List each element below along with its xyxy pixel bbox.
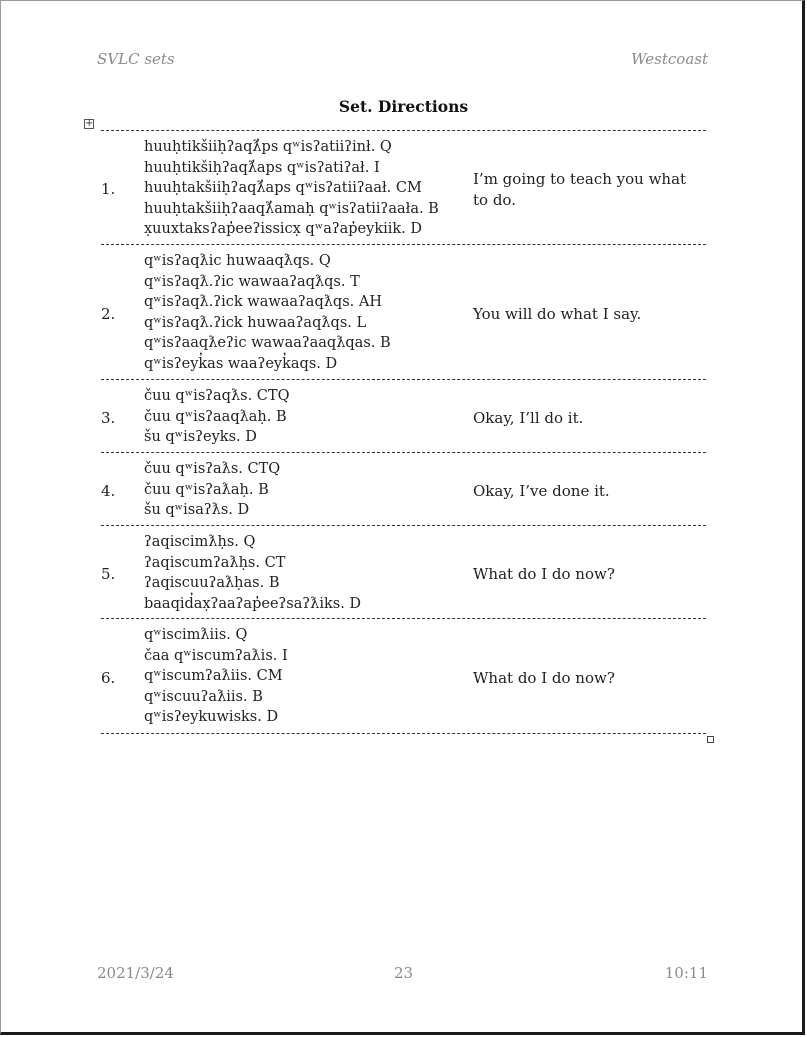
word-forms xyxy=(144,251,464,374)
table-move-handle-icon[interactable]: + xyxy=(85,118,94,129)
word-form: qʷisʔaqƛ.ʔic wawaaʔaqƛqs. T xyxy=(144,273,360,290)
word-form: čuu qʷisʔaƛs. CTQ xyxy=(144,461,281,477)
word-form: qʷisʔeykuwisks. D xyxy=(144,709,279,725)
footer-date: 2021/3/24 xyxy=(97,964,174,982)
footer-page-number: 23 xyxy=(393,964,414,982)
word-form: qʷisʔaqƛ.ʔick wawaaʔaqƛqs. AH xyxy=(144,294,382,310)
word-forms xyxy=(144,625,464,728)
word-form: šu qʷisaʔƛs. D xyxy=(144,502,250,518)
word-form: qʷiscumʔaƛiis. CM xyxy=(144,668,283,684)
row-number: 6. xyxy=(101,669,116,687)
table-row xyxy=(101,618,706,733)
row-number: 4. xyxy=(101,482,116,500)
table-row xyxy=(101,379,706,452)
english-translation: You will do what I say. xyxy=(473,305,642,323)
set-title: Set. Directions xyxy=(338,97,469,116)
table-row xyxy=(101,452,706,525)
row-number: 5. xyxy=(101,565,116,583)
word-form: qʷiscimƛiis. Q xyxy=(144,627,248,643)
word-form: huuḥtikšiḥʔaqƛ̓aps qʷisʔatiʔał. I xyxy=(144,159,380,176)
english-translation: I’m going to teach you what to do. xyxy=(473,170,687,209)
row-divider xyxy=(101,733,706,734)
table-row xyxy=(101,525,706,618)
word-form: ʔaqiscuuʔaƛḥas. B xyxy=(144,575,280,591)
word-form: qʷiscuuʔaƛiis. B xyxy=(144,688,263,705)
word-forms xyxy=(144,459,464,521)
word-form: ʔaqiscimƛḥs. Q xyxy=(144,534,256,550)
word-form: čuu qʷisʔaqƛs. CTQ xyxy=(144,388,290,404)
word-form: čuu qʷisʔaƛaḥ. B xyxy=(144,481,269,498)
row-number: 3. xyxy=(101,409,116,427)
table-row xyxy=(101,130,706,244)
word-form: huuḥtikšiiḥʔaqƛ̓ps qʷisʔatiiʔinł. Q xyxy=(144,139,392,155)
english-translation: Okay, I’ll do it. xyxy=(473,409,584,427)
footer-time: 10:11 xyxy=(664,964,708,982)
word-form: huuḥtakšiiḥʔaaqƛ̓amaḥ qʷisʔatiiʔaała. B xyxy=(144,200,439,217)
word-form: qʷisʔaqƛ.ʔick huwaaʔaqƛqs. L xyxy=(144,314,367,331)
table-row xyxy=(101,244,706,379)
word-forms xyxy=(144,532,464,614)
word-form: qʷisʔaqƛic huwaaqƛqs. Q xyxy=(144,253,331,269)
header-right: Westcoast xyxy=(631,50,708,68)
word-form: šu qʷisʔeyks. D xyxy=(144,429,257,445)
word-form: ʔaqiscumʔaƛḥs. CT xyxy=(144,554,286,571)
row-number: 2. xyxy=(101,305,116,323)
word-form: x̣uuxtaksʔap̓eeʔissicx̣ qʷaʔap̓eykiik. D xyxy=(144,221,423,237)
word-form: qʷisʔaaqƛeʔic wawaaʔaaqƛqas. B xyxy=(144,335,391,351)
english-translation: What do I do now? xyxy=(473,669,615,687)
english-translation: What do I do now? xyxy=(473,565,615,583)
english-translation: Okay, I’ve done it. xyxy=(473,482,610,500)
word-forms xyxy=(144,137,464,240)
word-form: čaa qʷiscumʔaƛis. I xyxy=(144,647,288,664)
word-form: čuu qʷisʔaaqƛaḥ. B xyxy=(144,408,287,425)
word-form: qʷisʔeyk̓as waaʔeyk̓aqs. D xyxy=(144,355,338,372)
header-left: SVLC sets xyxy=(97,50,175,68)
row-number: 1. xyxy=(101,180,116,198)
table-resize-handle[interactable] xyxy=(707,736,714,743)
word-form: baaqid̓ax̣ʔaaʔap̓eeʔsaʔƛiks. D xyxy=(144,595,362,612)
word-forms xyxy=(144,386,464,448)
word-form: huuḥtakšiiḥʔaqƛ̓aps qʷisʔatiiʔaał. CM xyxy=(144,180,422,196)
